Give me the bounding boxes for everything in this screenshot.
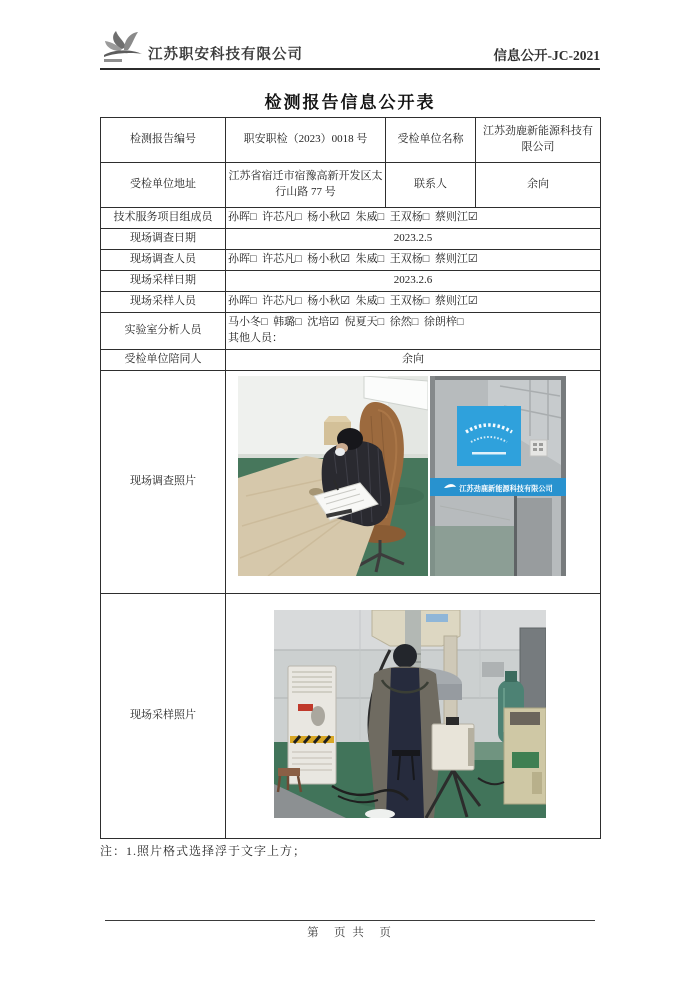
worker-hair	[393, 644, 417, 668]
survey-photo-interview	[238, 376, 428, 576]
sampling-photo-label: 现场采样照片	[101, 594, 226, 839]
table-row	[101, 118, 601, 163]
footnote: 注：1.照片格式选择浮于文字上方；	[100, 844, 307, 858]
sampling-staff-label: 现场采样人员	[101, 292, 226, 313]
survey-photo-cell	[226, 371, 601, 594]
green-display	[512, 752, 539, 768]
instrument-sensor	[446, 717, 459, 725]
beige-machine-cabinet	[504, 708, 546, 804]
wall-switch-panel	[530, 440, 547, 456]
escort-value: 余向	[226, 350, 601, 371]
table-row	[101, 313, 601, 350]
wall-sign	[482, 662, 504, 677]
sampling-staff-checkboxes: 孙晖□ 许芯凡□ 杨小秋☑ 朱威□ 王双杨□ 蔡则江☑	[226, 292, 601, 313]
survey-photos	[238, 376, 566, 576]
banner-company-text: 江苏劲鹿新能源科技有限公司	[459, 485, 553, 493]
lab-staff-cell	[226, 313, 601, 350]
survey-date-value: 2023.2.5	[226, 229, 601, 250]
sampling-photo-cell	[226, 594, 601, 839]
header-left	[100, 29, 303, 65]
table-row	[101, 208, 601, 229]
org-name-label: 受检单位名称	[386, 118, 476, 163]
footer-rule	[105, 920, 595, 921]
company-square-sign	[457, 406, 521, 466]
table-row	[101, 371, 601, 594]
team-label: 技术服务项目组成员	[101, 208, 226, 229]
org-addr-label: 受检单位地址	[101, 163, 226, 208]
report-no-value: 职安职检（2023）0018 号	[226, 118, 386, 163]
table-row	[101, 350, 601, 371]
table-row	[101, 292, 601, 313]
survey-staff-label: 现场调查人员	[101, 250, 226, 271]
face-mask	[335, 448, 345, 456]
cabinet-air-conditioner	[288, 666, 336, 784]
report-no-label: 检测报告编号	[101, 118, 226, 163]
org-addr-value: 江苏省宿迁市宿豫高新开发区太行山路 77 号	[226, 163, 386, 208]
table-row	[101, 229, 601, 250]
survey-photo-entrance	[430, 376, 566, 576]
contact-label: 联系人	[386, 163, 476, 208]
doc-code: 信息公开-JC-2021	[493, 48, 600, 63]
sampling-date-label: 现场采样日期	[101, 271, 226, 292]
contact-value: 余向	[476, 163, 601, 208]
survey-staff-checkboxes: 孙晖□ 许芯凡□ 杨小秋☑ 朱威□ 王双杨□ 蔡则江☑	[226, 250, 601, 271]
lab-staff-checkboxes: 马小冬□ 韩璐□ 沈培☑ 倪夏天□ 徐然□ 徐朗梓□	[228, 316, 464, 329]
table-row	[101, 594, 601, 839]
sampling-date-value: 2023.2.6	[226, 271, 601, 292]
sampling-photo	[274, 610, 546, 818]
table-row	[101, 163, 601, 208]
org-name-value: 江苏劲鹿新能源科技有限公司	[476, 118, 601, 163]
sampling-photo-workshop	[274, 610, 546, 818]
disclosure-form-table	[100, 117, 601, 839]
lab-other-staff: 其他人员：	[228, 332, 283, 344]
company-banner-sign	[430, 478, 566, 496]
red-label	[298, 704, 313, 711]
survey-photo-label: 现场调查照片	[101, 371, 226, 594]
pillar	[516, 498, 552, 576]
team-members-checkboxes: 孙晖□ 许芯凡□ 杨小秋☑ 朱威□ 王双杨□ 蔡则江☑	[226, 208, 601, 229]
company-logo-icon	[100, 29, 146, 65]
escort-label: 受检单位陪同人	[101, 350, 226, 371]
lab-staff-label: 实验室分析人员	[101, 313, 226, 350]
survey-date-label: 现场调查日期	[101, 229, 226, 250]
company-name: 江苏职安科技有限公司	[148, 47, 303, 63]
table-row	[101, 250, 601, 271]
page-title: 检测报告信息公开表	[264, 93, 436, 112]
page-number: 第 页 共 页	[307, 927, 393, 939]
page-header	[100, 30, 600, 70]
table-row	[101, 271, 601, 292]
